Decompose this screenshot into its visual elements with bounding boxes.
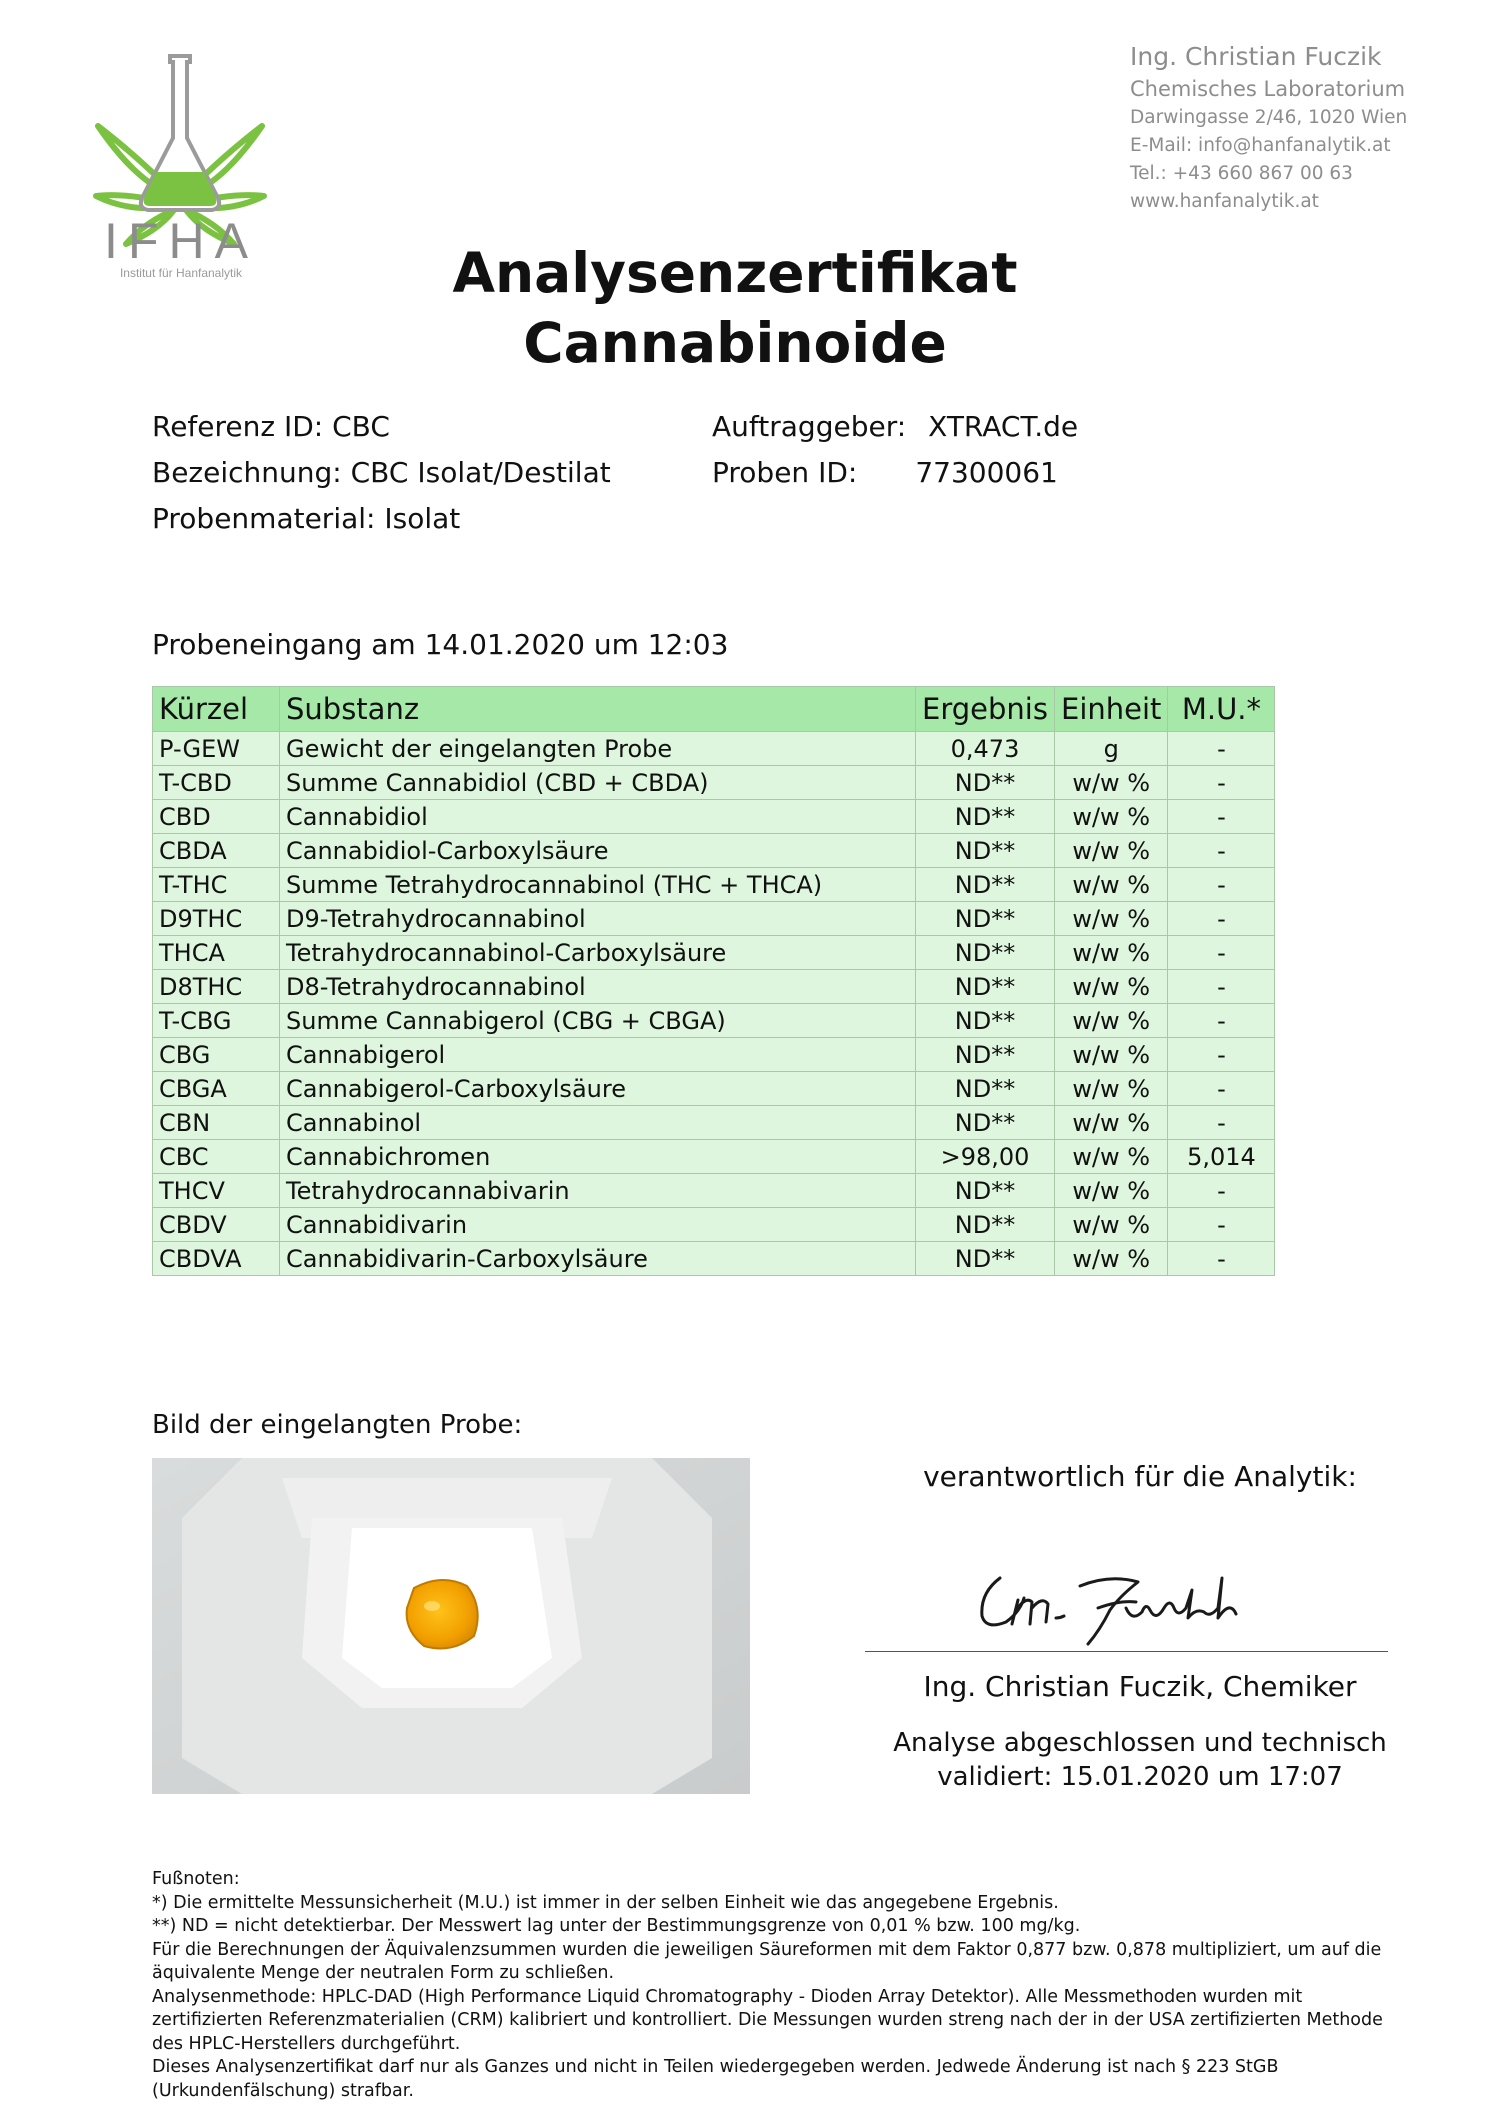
cell-kurzel: THCA	[153, 936, 280, 970]
sample-image-label: Bild der eingelangten Probe:	[152, 1410, 523, 1440]
cell-substanz: Gewicht der eingelangten Probe	[280, 732, 916, 766]
cell-kurzel: CBGA	[153, 1072, 280, 1106]
lab-department: Chemisches Laboratorium	[1130, 77, 1406, 101]
cell-ergebnis: >98,00	[916, 1140, 1055, 1174]
completed-line-2: validiert: 15.01.2020 um 17:07	[937, 1762, 1343, 1792]
header-ergebnis: Ergebnis	[916, 687, 1055, 732]
cell-substanz: Summe Cannabigerol (CBG + CBGA)	[280, 1004, 916, 1038]
footnote-5: Dieses Analysenzertifikat darf nur als Ganzes und nicht in Teilen wiedergegeben werden. Jedwede Änderung ist nach § 223 StGB (Urkundenfälschung) strafbar.	[152, 2057, 1279, 2101]
header-einheit: Einheit	[1055, 687, 1168, 732]
cell-kurzel: D8THC	[153, 970, 280, 1004]
probeneingang: Probeneingang am 14.01.2020 um 12:03	[152, 628, 729, 661]
cell-einheit: w/w %	[1055, 800, 1168, 834]
table-row	[153, 1140, 1275, 1174]
cell-mu: -	[1168, 766, 1275, 800]
cell-mu: -	[1168, 970, 1275, 1004]
cell-substanz: Cannabidivarin	[280, 1208, 916, 1242]
cell-substanz: Cannabigerol	[280, 1038, 916, 1072]
signature-line	[865, 1651, 1388, 1652]
lab-name: Ing. Christian Fuczik	[1130, 42, 1382, 71]
table-row	[153, 732, 1275, 766]
table-row	[153, 936, 1275, 970]
cell-mu: -	[1168, 800, 1275, 834]
logo-subtitle: Institut für Hanfanalytik	[119, 266, 243, 280]
cell-einheit: w/w %	[1055, 936, 1168, 970]
cell-substanz: Cannabichromen	[280, 1140, 916, 1174]
table-row	[153, 868, 1275, 902]
proben-id	[712, 450, 1078, 496]
table-row	[153, 1208, 1275, 1242]
cell-mu: -	[1168, 1004, 1275, 1038]
cell-mu: -	[1168, 1038, 1275, 1072]
table-row	[153, 902, 1275, 936]
cell-ergebnis: ND**	[916, 834, 1055, 868]
auftraggeber-value: XTRACT.de	[928, 410, 1079, 443]
cell-kurzel: THCV	[153, 1174, 280, 1208]
lab-email: E-Mail: info@hanfanalytik.at	[1130, 135, 1391, 156]
probenmaterial: Probenmaterial: Isolat	[152, 502, 461, 535]
footnotes-heading: Fußnoten:	[152, 1869, 240, 1889]
cell-mu: -	[1168, 1208, 1275, 1242]
proben-id-label: Proben ID:	[712, 456, 858, 489]
footnote-3: Für die Berechnungen der Äquivalenzsummen wurden die jeweiligen Säureformen mit dem Faktor 0,877 bzw. 0,878 multipliziert, um auf die äquivalente Menge der neutralen Form zu schließen.	[152, 1939, 1382, 1983]
logo-wordmark: IFHA	[104, 213, 258, 269]
cell-mu: -	[1168, 732, 1275, 766]
cell-kurzel: T-THC	[153, 868, 280, 902]
cell-mu: -	[1168, 1072, 1275, 1106]
cell-einheit: w/w %	[1055, 1140, 1168, 1174]
cell-kurzel: T-CBD	[153, 766, 280, 800]
cell-substanz: Cannabigerol-Carboxylsäure	[280, 1072, 916, 1106]
table-header-row	[153, 687, 1275, 732]
cell-mu: -	[1168, 936, 1275, 970]
table-row	[153, 1242, 1275, 1276]
table-row	[153, 1072, 1275, 1106]
table-row	[153, 1038, 1275, 1072]
cell-mu: -	[1168, 834, 1275, 868]
cell-kurzel: CBG	[153, 1038, 280, 1072]
cell-einheit: w/w %	[1055, 766, 1168, 800]
sample-photo	[152, 1458, 750, 1794]
cell-ergebnis: ND**	[916, 1072, 1055, 1106]
cell-mu: -	[1168, 868, 1275, 902]
referenz-id: Referenz ID: CBC	[152, 410, 390, 443]
analysis-completed	[860, 1726, 1420, 1794]
footnote-1: *) Die ermittelte Messunsicherheit (M.U.) ist immer in der selben Einheit wie das angegebene Ergebnis.	[152, 1892, 1059, 1913]
footnotes	[152, 1868, 1414, 2103]
cell-substanz: D8-Tetrahydrocannabinol	[280, 970, 916, 1004]
table-row	[153, 1174, 1275, 1208]
header-substanz: Substanz	[280, 687, 916, 732]
cell-ergebnis: ND**	[916, 1242, 1055, 1276]
table-row	[153, 970, 1275, 1004]
table-row	[153, 1106, 1275, 1140]
cell-einheit: g	[1055, 732, 1168, 766]
cell-substanz: Cannabidivarin-Carboxylsäure	[280, 1242, 916, 1276]
cell-kurzel: CBD	[153, 800, 280, 834]
cell-einheit: w/w %	[1055, 970, 1168, 1004]
cell-kurzel: P-GEW	[153, 732, 280, 766]
results-table	[152, 686, 1275, 1276]
table-row	[153, 766, 1275, 800]
cell-kurzel: CBDVA	[153, 1242, 280, 1276]
auftraggeber-label: Auftraggeber:	[712, 410, 907, 443]
lab-header	[1130, 40, 1407, 216]
handwritten-signature	[960, 1538, 1260, 1648]
cell-einheit: w/w %	[1055, 902, 1168, 936]
cell-substanz: D9-Tetrahydrocannabinol	[280, 902, 916, 936]
page-title	[380, 238, 1090, 378]
cell-mu: -	[1168, 1106, 1275, 1140]
cell-substanz: Cannabidiol-Carboxylsäure	[280, 834, 916, 868]
lab-phone: Tel.: +43 660 867 00 63	[1130, 163, 1353, 184]
cell-kurzel: D9THC	[153, 902, 280, 936]
table-row	[153, 800, 1275, 834]
cell-einheit: w/w %	[1055, 868, 1168, 902]
cell-einheit: w/w %	[1055, 1174, 1168, 1208]
cell-substanz: Cannabidiol	[280, 800, 916, 834]
lab-web: www.hanfanalytik.at	[1130, 191, 1319, 212]
footnote-2: **) ND = nicht detektierbar. Der Messwert lag unter der Bestimmungsgrenze von 0,01 % bzw. 100 mg/kg.	[152, 1916, 1081, 1936]
cell-kurzel: CBN	[153, 1106, 280, 1140]
cell-einheit: w/w %	[1055, 1004, 1168, 1038]
cell-einheit: w/w %	[1055, 1208, 1168, 1242]
sample-info-left	[152, 404, 611, 542]
cell-ergebnis: ND**	[916, 1174, 1055, 1208]
cell-mu: -	[1168, 1242, 1275, 1276]
footnote-4: Analysenmethode: HPLC-DAD (High Performance Liquid Chromatography - Dioden Array Detektor). Alle Messmethoden wurden mit zertifizierten Referenzmaterialien (CRM) kalibriert und kontrolliert. Die Messungen wurden streng nach der in der USA zertifizierten Methode des HPLC-Herstellers durchgeführt.	[152, 1986, 1383, 2054]
auftraggeber	[712, 404, 1078, 450]
bezeichnung: Bezeichnung: CBC Isolat/Destilat	[152, 456, 611, 489]
cell-ergebnis: ND**	[916, 936, 1055, 970]
header-mu: M.U.*	[1168, 687, 1275, 732]
cell-einheit: w/w %	[1055, 1242, 1168, 1276]
cell-mu: -	[1168, 902, 1275, 936]
cell-einheit: w/w %	[1055, 1038, 1168, 1072]
header-kurzel: Kürzel	[153, 687, 280, 732]
cell-ergebnis: ND**	[916, 766, 1055, 800]
chemist-name: Ing. Christian Fuczik, Chemiker	[923, 1670, 1357, 1703]
cell-ergebnis: ND**	[916, 800, 1055, 834]
cell-kurzel: CBDV	[153, 1208, 280, 1242]
cell-einheit: w/w %	[1055, 1072, 1168, 1106]
lab-address: Darwingasse 2/46, 1020 Wien	[1130, 107, 1408, 128]
cell-kurzel: T-CBG	[153, 1004, 280, 1038]
responsible-label: verantwortlich für die Analytik:	[923, 1460, 1357, 1493]
cell-mu: 5,014	[1168, 1140, 1275, 1174]
cell-ergebnis: ND**	[916, 970, 1055, 1004]
cell-kurzel: CBC	[153, 1140, 280, 1174]
table-row	[153, 1004, 1275, 1038]
title-line-1: Analysenzertifikat	[452, 241, 1018, 305]
title-line-2: Cannabinoide	[523, 311, 947, 375]
cell-einheit: w/w %	[1055, 834, 1168, 868]
cell-ergebnis: ND**	[916, 1038, 1055, 1072]
cell-substanz: Tetrahydrocannabivarin	[280, 1174, 916, 1208]
cell-substanz: Summe Cannabidiol (CBD + CBDA)	[280, 766, 916, 800]
cell-kurzel: CBDA	[153, 834, 280, 868]
table-row	[153, 834, 1275, 868]
proben-id-value: 77300061	[915, 456, 1058, 489]
cell-substanz: Summe Tetrahydrocannabinol (THC + THCA)	[280, 868, 916, 902]
cell-substanz: Tetrahydrocannabinol-Carboxylsäure	[280, 936, 916, 970]
cell-ergebnis: ND**	[916, 1004, 1055, 1038]
cell-einheit: w/w %	[1055, 1106, 1168, 1140]
sample-info-right	[712, 404, 1078, 496]
cell-ergebnis: ND**	[916, 1106, 1055, 1140]
cell-ergebnis: 0,473	[916, 732, 1055, 766]
completed-line-1: Analyse abgeschlossen und technisch	[893, 1728, 1387, 1758]
cell-substanz: Cannabinol	[280, 1106, 916, 1140]
cell-ergebnis: ND**	[916, 1208, 1055, 1242]
cell-mu: -	[1168, 1174, 1275, 1208]
cell-ergebnis: ND**	[916, 902, 1055, 936]
cell-ergebnis: ND**	[916, 868, 1055, 902]
